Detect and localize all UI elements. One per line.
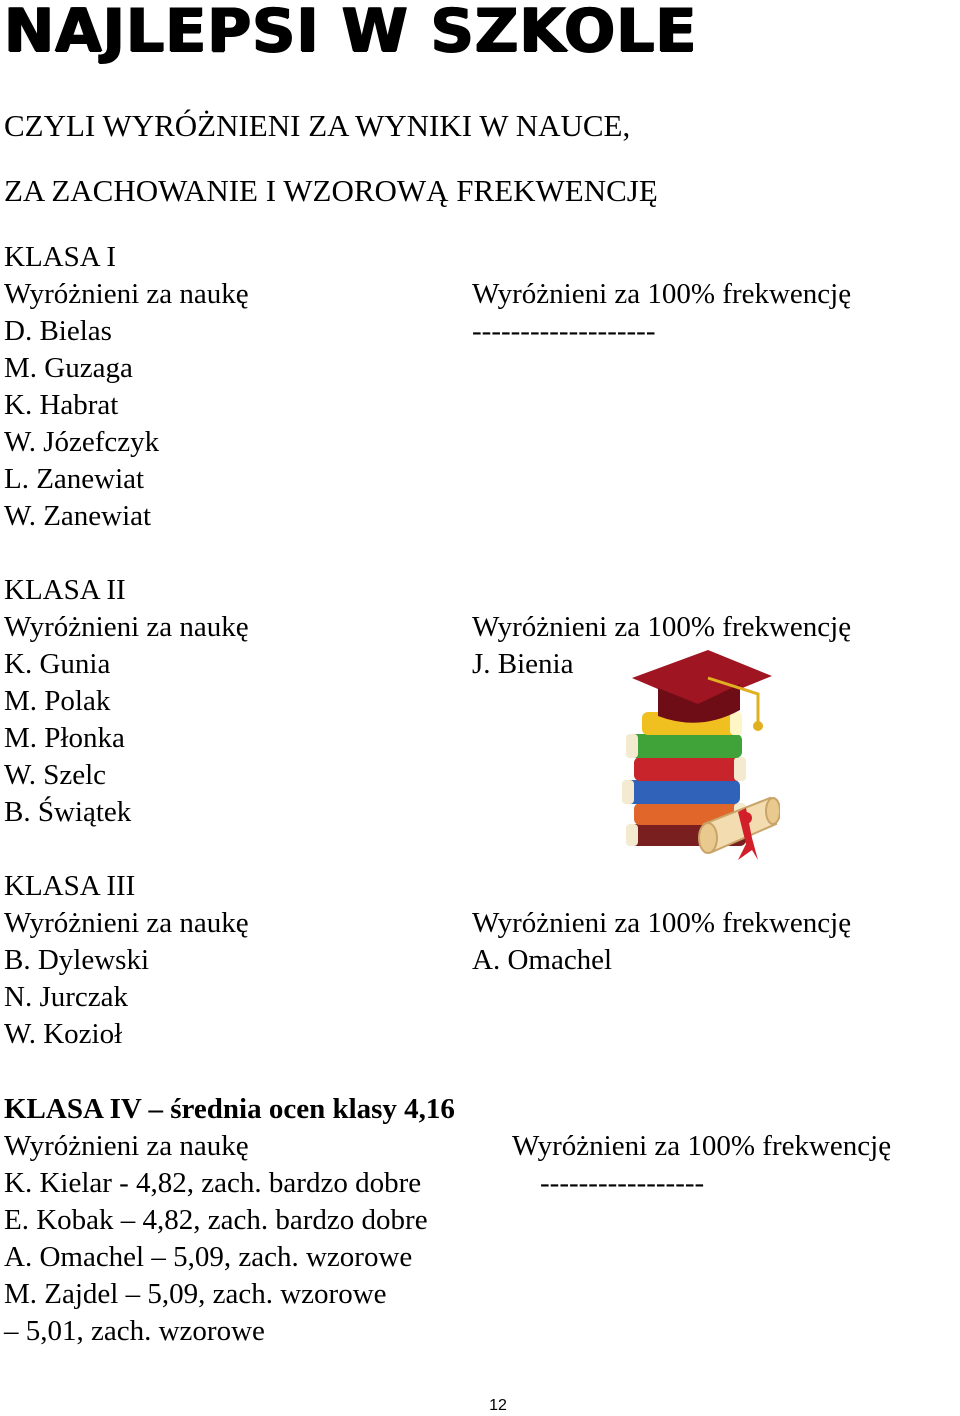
class-4-learning-item: M. Zajdel – 5,09, zach. wzorowe [4,1278,387,1310]
class-1-attendance-header: Wyróżnieni za 100% frekwencję [472,278,852,310]
class-1-heading: KLASA I [4,241,116,273]
class-4-learning-item: – 5,01, zach. wzorowe [4,1315,265,1347]
class-2-learning-item: K. Gunia [4,648,111,680]
graduation-cap-books-diploma-icon [612,648,780,864]
class-2-heading: KLASA II [4,574,126,606]
class-3-attendance-header: Wyróżnieni za 100% frekwencję [472,907,852,939]
class-2-learning-item: M. Polak [4,685,111,717]
class-4-attendance-header: Wyróżnieni za 100% frekwencję [512,1130,892,1162]
subtitle-line-2: ZA ZACHOWANIE I WZOROWĄ FREKWENCJĘ [4,173,658,208]
class-2-learning-item: B. Świątek [4,796,132,828]
class-1-learning-item: M. Guzaga [4,352,133,384]
class-1-learning-item: K. Habrat [4,389,119,421]
class-4-attendance-item: ----------------- [540,1167,705,1199]
page-title: NAJLEPSI W SZKOLE [4,0,698,66]
class-3-learning-header: Wyróżnieni za naukę [4,907,249,939]
class-4-learning-item: E. Kobak – 4,82, zach. bardzo dobre [4,1204,428,1236]
class-4-heading: KLASA IV – średnia ocen klasy 4,16 [4,1093,455,1125]
class-3-learning-item: W. Kozioł [4,1018,123,1050]
class-1-attendance-item: ------------------- [472,315,656,347]
class-4-learning-item: A. Omachel – 5,09, zach. wzorowe [4,1241,413,1273]
class-3-heading: KLASA III [4,870,136,902]
class-1-learning-item: L. Zanewiat [4,463,145,495]
class-4-learning-header: Wyróżnieni za naukę [4,1130,249,1162]
page-number: 12 [489,1397,507,1414]
class-4-learning-item: K. Kielar - 4,82, zach. bardzo dobre [4,1167,422,1199]
subtitle-line-1: CZYLI WYRÓŻNIENI ZA WYNIKI W NAUCE, [4,108,631,143]
class-2-learning-item: W. Szelc [4,759,107,791]
class-1-learning-item: D. Bielas [4,315,112,347]
class-1-learning-item: W. Józefczyk [4,426,160,458]
class-2-attendance-header: Wyróżnieni za 100% frekwencję [472,611,852,643]
class-2-attendance-item: J. Bienia [472,648,574,680]
class-3-attendance-item: A. Omachel [472,944,613,976]
class-2-learning-item: M. Płonka [4,722,125,754]
class-1-learning-header: Wyróżnieni za naukę [4,278,249,310]
class-2-learning-header: Wyróżnieni za naukę [4,611,249,643]
class-3-learning-item: N. Jurczak [4,981,129,1013]
class-3-learning-item: B. Dylewski [4,944,149,976]
class-1-learning-item: W. Zanewiat [4,500,152,532]
